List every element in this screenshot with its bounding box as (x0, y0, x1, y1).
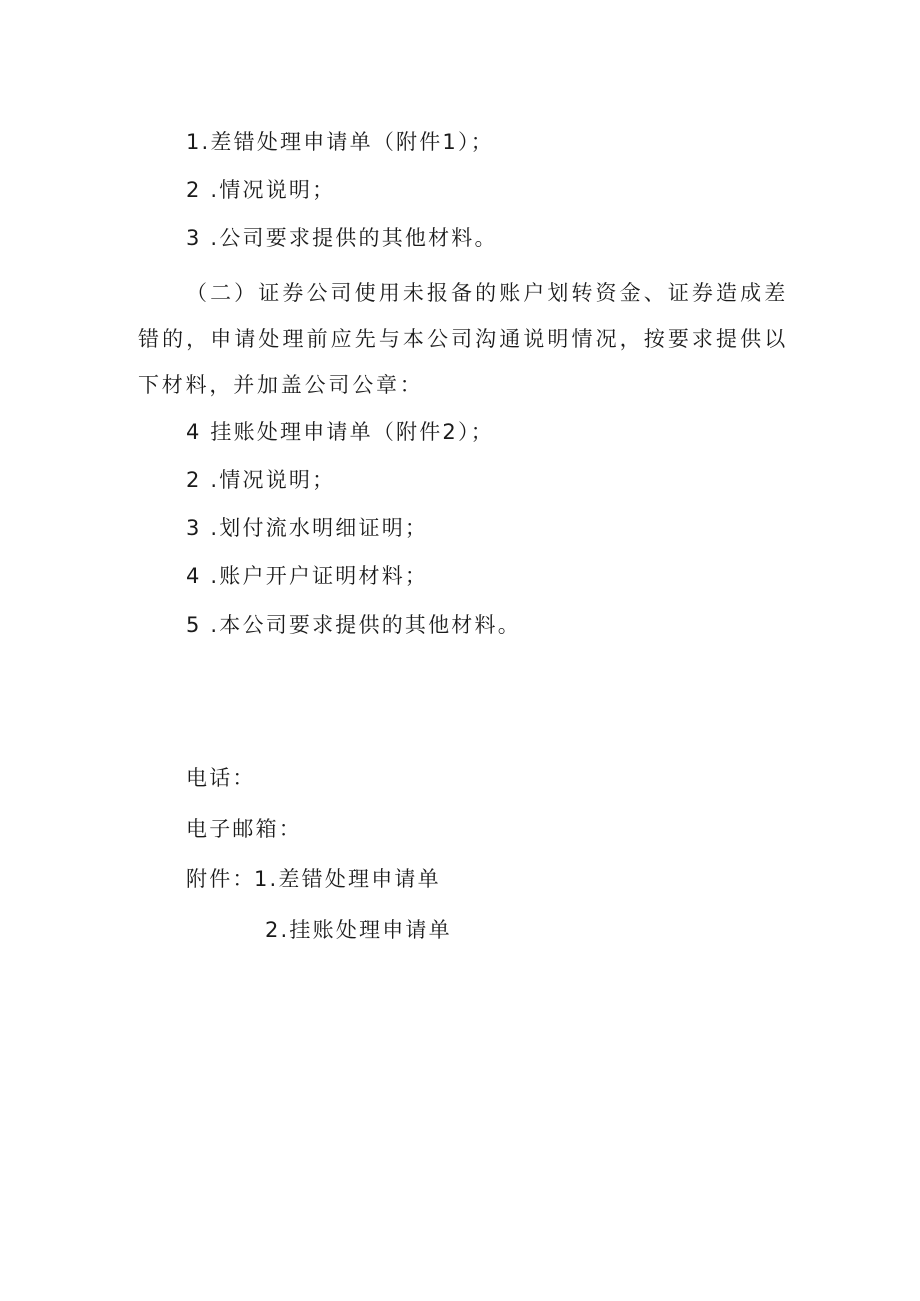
list-b-item-2: 2 .情况说明； (186, 468, 336, 492)
attachment-item-2: 2.挂账处理申请单 (265, 918, 452, 942)
list-a-item-2: 2 .情况说明； (186, 178, 336, 202)
email-label: 电子邮箱： (186, 817, 302, 841)
list-b-item-1: 4 挂账处理申请单（附件2）； (186, 420, 494, 444)
list-b-item-5: 5 .本公司要求提供的其他材料。 (186, 613, 521, 637)
list-a-item-3: 3 .公司要求提供的其他材料。 (186, 226, 498, 250)
section-two-paragraph: （二）证券公司使用未报备的账户划转资金、证券造成差错的，申请处理前应先与本公司沟通说明情况，按要求提供以下材料，并加盖公司公章： (138, 281, 788, 397)
attachment-item-1: 1.差错处理申请单 (254, 867, 441, 891)
list-a-item-1: 1.差错处理申请单（附件1）； (186, 130, 494, 154)
phone-label: 电话： (186, 766, 256, 790)
attachments-label: 附件： (186, 867, 256, 891)
list-b-item-4: 4 .账户开户证明材料； (186, 564, 429, 588)
list-b-item-3: 3 .划付流水明细证明； (186, 516, 429, 540)
